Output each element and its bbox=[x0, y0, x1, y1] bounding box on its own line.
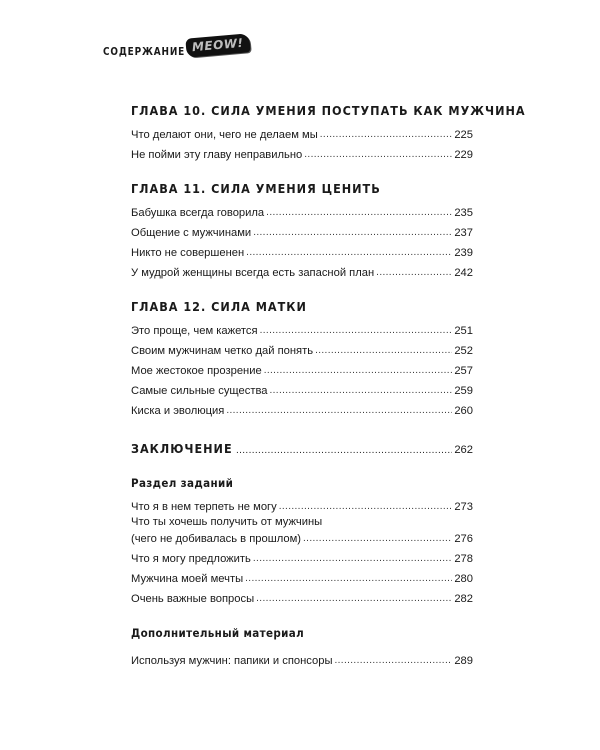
toc-entry-page: 259 bbox=[454, 385, 473, 397]
dot-leader bbox=[236, 445, 452, 456]
toc-entry[interactable] bbox=[131, 566, 473, 586]
toc-entry-label: Используя мужчин: папики и спонсоры bbox=[131, 655, 333, 667]
toc-entry-label: Киска и эволюция bbox=[131, 405, 225, 417]
dot-leader bbox=[256, 592, 452, 606]
dot-leader bbox=[315, 344, 452, 358]
toc-entry[interactable] bbox=[131, 142, 473, 162]
toc-entry[interactable] bbox=[131, 318, 473, 338]
toc-entry[interactable] bbox=[131, 494, 473, 514]
toc-entry-page: 260 bbox=[454, 405, 473, 417]
toc-entry-label: Бабушка всегда говорила bbox=[131, 207, 265, 219]
toc-entry[interactable] bbox=[131, 240, 473, 260]
toc-entry[interactable] bbox=[131, 546, 473, 566]
toc-entry-page: 225 bbox=[454, 129, 473, 141]
chapter-title: ГЛАВА 11. СИЛА УМЕНИЯ ЦЕНИТЬ bbox=[131, 181, 381, 196]
toc-entry-label: Что я в нем терпеть не могу bbox=[131, 501, 277, 513]
toc-entry-label: Никто не совершенен bbox=[131, 247, 245, 259]
extra-section bbox=[131, 622, 473, 668]
dot-leader bbox=[253, 226, 452, 240]
dot-leader bbox=[253, 552, 452, 566]
toc-entry-label: Общение с мужчинами bbox=[131, 227, 252, 239]
toc-entry[interactable] bbox=[131, 260, 473, 280]
dot-leader bbox=[246, 246, 452, 260]
section-title: Раздел заданий bbox=[131, 476, 234, 490]
dot-leader bbox=[266, 206, 452, 220]
toc-entry-label: Своим мужчинам четко дай понять bbox=[131, 345, 314, 357]
toc-entry-label: Мужчина моей мечты bbox=[131, 573, 244, 585]
dot-leader bbox=[269, 384, 452, 398]
toc-entry-label: Что делают они, чего не делаем мы bbox=[131, 129, 318, 141]
conclusion-page: 262 bbox=[454, 444, 473, 456]
toc-entry-page: 276 bbox=[454, 533, 473, 545]
toc-entry[interactable] bbox=[131, 358, 473, 378]
toc-entry-page: 242 bbox=[454, 267, 473, 279]
section-title: Дополнительный материал bbox=[131, 626, 305, 640]
toc-entry-page: 257 bbox=[454, 365, 473, 377]
toc-entry-label-line1: Что ты хочешь получить от мужчины bbox=[131, 516, 323, 528]
toc-entry-label: У мудрой женщины всегда есть запасной план bbox=[131, 267, 375, 279]
chapter-10 bbox=[131, 100, 526, 162]
toc-entry-page: 282 bbox=[454, 593, 473, 605]
dot-leader bbox=[320, 128, 453, 142]
toc-entry[interactable] bbox=[131, 648, 473, 668]
toc-conclusion[interactable] bbox=[131, 432, 473, 456]
toc-entry-page: 273 bbox=[454, 501, 473, 513]
chapter-12 bbox=[131, 296, 473, 418]
dot-leader bbox=[376, 266, 452, 280]
conclusion-label: ЗАКЛЮЧЕНИЕ bbox=[131, 441, 233, 456]
toc-entry-page: 278 bbox=[454, 553, 473, 565]
toc-entry-page: 251 bbox=[454, 325, 473, 337]
toc-entry-page: 280 bbox=[454, 573, 473, 585]
tasks-section bbox=[131, 472, 473, 606]
toc-entry-page: 229 bbox=[454, 149, 473, 161]
toc-entry-two-line[interactable] bbox=[131, 514, 473, 546]
toc-entry-label: Очень важные вопросы bbox=[131, 593, 255, 605]
toc-entry-page: 235 bbox=[454, 207, 473, 219]
dot-leader bbox=[334, 654, 452, 668]
toc-entry-label: Самые сильные существа bbox=[131, 385, 268, 397]
meow-badge: MEOW! bbox=[185, 33, 250, 57]
toc-entry-label: (чего не добивалась в прошлом) bbox=[131, 533, 301, 545]
toc-entry-page: 237 bbox=[454, 227, 473, 239]
toc-entry[interactable] bbox=[131, 220, 473, 240]
toc-entry[interactable] bbox=[131, 398, 473, 418]
toc-entry-label: Что я могу предложить bbox=[131, 553, 251, 565]
chapter-title: ГЛАВА 10. СИЛА УМЕНИЯ ПОСТУПАТЬ КАК МУЖЧИНА bbox=[131, 103, 526, 118]
toc-entry bbox=[131, 530, 473, 546]
toc-entry[interactable] bbox=[131, 338, 473, 358]
table-of-contents bbox=[131, 100, 526, 668]
dot-leader bbox=[279, 500, 453, 514]
toc-entry[interactable] bbox=[131, 200, 473, 220]
toc-entry-page: 239 bbox=[454, 247, 473, 259]
toc-entry-label: Мое жестокое прозрение bbox=[131, 365, 262, 377]
toc-entry[interactable] bbox=[131, 586, 473, 606]
dot-leader bbox=[260, 324, 453, 338]
toc-entry[interactable] bbox=[131, 122, 473, 142]
toc-entry[interactable] bbox=[131, 378, 473, 398]
dot-leader bbox=[303, 532, 452, 546]
toc-entry-label: Это проще, чем кажется bbox=[131, 325, 258, 337]
chapter-title: ГЛАВА 12. СИЛА МАТКИ bbox=[131, 299, 307, 314]
dot-leader bbox=[226, 404, 452, 418]
toc-entry-page: 252 bbox=[454, 345, 473, 357]
dot-leader bbox=[304, 148, 452, 162]
toc-entry-page: 289 bbox=[454, 655, 473, 667]
dot-leader bbox=[245, 572, 452, 586]
toc-entry-label: Не пойми эту главу неправильно bbox=[131, 149, 303, 161]
dot-leader bbox=[264, 364, 453, 378]
running-head-title: СОДЕРЖАНИЕ bbox=[103, 46, 186, 58]
chapter-11 bbox=[131, 178, 473, 280]
